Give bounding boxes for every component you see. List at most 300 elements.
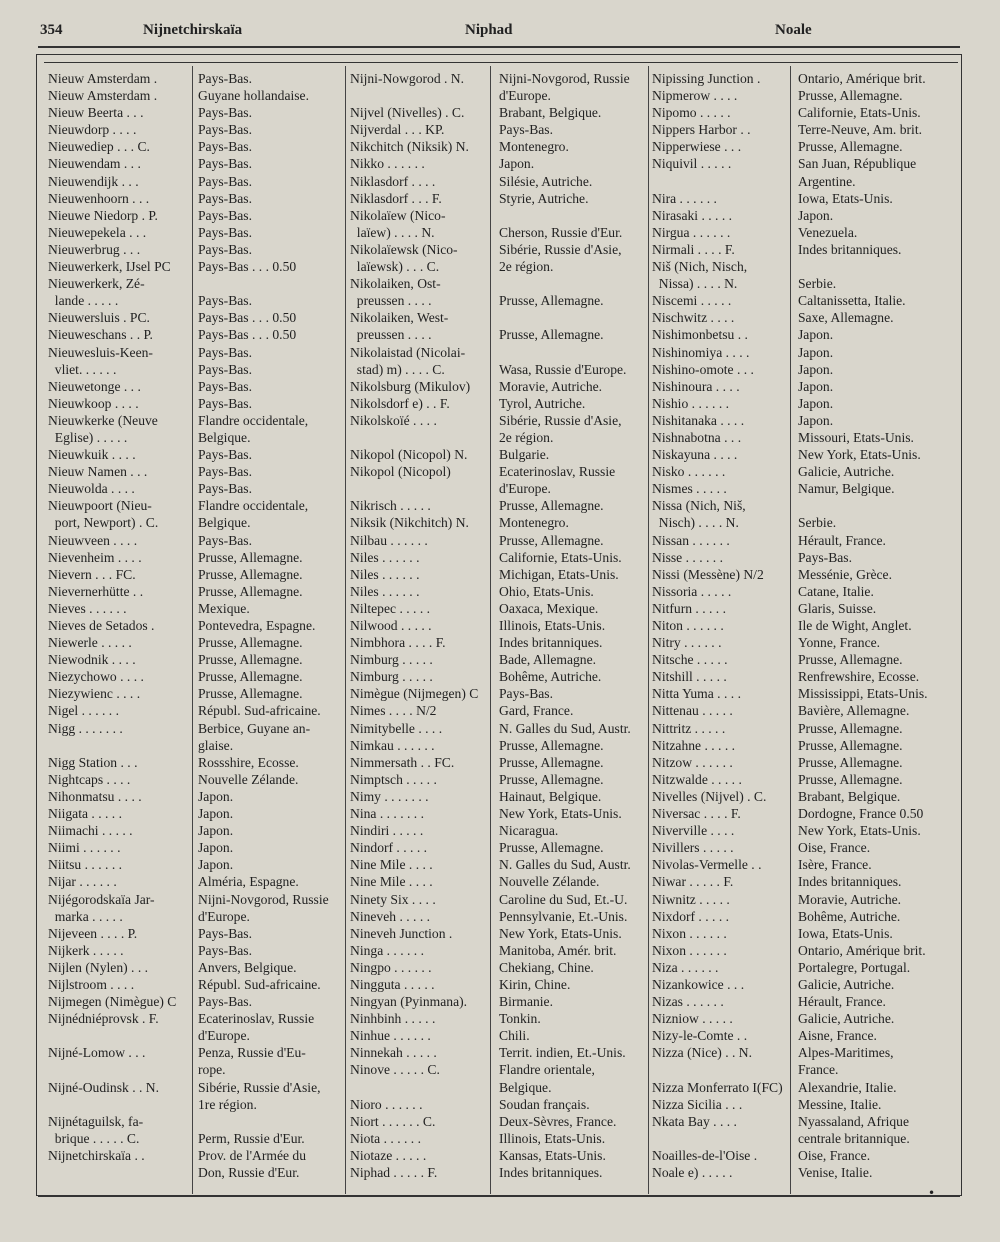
place-name: Nkata Bay . . . . xyxy=(652,1113,737,1129)
place-name: Niewodnik . . . . xyxy=(48,652,136,668)
gazetteer-entry xyxy=(652,1147,948,1164)
place-name: Niscemi . . . . . xyxy=(652,293,732,309)
gazetteer-entry xyxy=(48,412,348,429)
place-name: Eglise) . . . . . xyxy=(48,429,128,445)
place-location: N. Galles du Sud, Austr. xyxy=(499,720,631,736)
gazetteer-entry xyxy=(48,925,348,942)
place-location xyxy=(495,275,652,292)
gazetteer-entry xyxy=(652,412,948,429)
gazetteer-entry xyxy=(652,87,948,104)
place-location: Portalegre, Portugal. xyxy=(798,959,911,975)
place-name: Nixon . . . . . . xyxy=(652,942,727,958)
place-location: Alpes-Maritimes, xyxy=(798,1045,894,1061)
gazetteer-entry xyxy=(652,361,948,378)
gazetteer-entry xyxy=(48,207,348,224)
place-name xyxy=(350,87,495,104)
place-location: Belgique. xyxy=(499,1079,552,1095)
place-location: Prusse, Allemagne. xyxy=(798,139,903,155)
gazetteer-entry xyxy=(48,1044,348,1061)
place-name: Nijné-Lomow . . . xyxy=(48,1045,146,1061)
place-name: Nieuwkerke (Neuve xyxy=(48,412,158,428)
gazetteer-entry xyxy=(652,566,948,583)
page-mark: • xyxy=(928,1186,936,1200)
place-location: Montenegro. xyxy=(499,139,569,155)
place-name: Nineveh Junction . xyxy=(350,925,453,941)
place-location: Bulgarie. xyxy=(499,447,550,463)
place-name: Niewerle . . . . . xyxy=(48,635,132,651)
place-location: Prusse, Allemagne. xyxy=(499,532,604,548)
gazetteer-entry xyxy=(350,822,652,839)
gazetteer-entry xyxy=(350,344,652,361)
place-location: Illinois, Etats-Unis. xyxy=(499,618,606,633)
gazetteer-entry xyxy=(350,138,652,155)
place-location: Oise, France. xyxy=(798,840,871,856)
place-location: 1re région. xyxy=(198,1096,257,1112)
place-location: Bade, Allemagne. xyxy=(499,652,597,668)
gazetteer-entry xyxy=(48,446,348,463)
place-name: Niklasdorf . . . F. xyxy=(350,190,442,206)
gazetteer-entry xyxy=(652,856,948,873)
place-location: Japon. xyxy=(798,361,834,377)
gazetteer-entry xyxy=(350,925,652,942)
place-location: Pays-Bas. xyxy=(198,241,252,257)
place-location: centrale britannique. xyxy=(798,1130,910,1146)
gazetteer-entry xyxy=(652,1061,948,1078)
place-name: Nieuwe Niedorp . P. xyxy=(48,207,158,223)
place-name: vliet. . . . . . xyxy=(48,361,117,377)
place-name: Nijverdal . . . KP. xyxy=(350,122,445,138)
gazetteer-entry xyxy=(48,993,348,1010)
place-location: Glaris, Suisse. xyxy=(798,600,877,616)
place-location: France. xyxy=(798,1062,839,1078)
place-name: Nimburg . . . . . xyxy=(350,652,433,668)
gazetteer-entry xyxy=(350,1027,652,1044)
gazetteer-entry xyxy=(652,104,948,121)
gazetteer-entry xyxy=(350,207,652,224)
place-location: Mississippi, Etats-Unis. xyxy=(798,686,928,702)
gazetteer-entry xyxy=(350,737,652,754)
place-name xyxy=(48,737,195,754)
gazetteer-entry xyxy=(652,395,948,412)
gazetteer-entry xyxy=(48,497,348,514)
place-name: Nieuwendam . . . xyxy=(48,156,141,172)
place-name: Niton . . . . . . xyxy=(652,618,724,633)
place-location: Prusse, Allemagne. xyxy=(499,737,604,753)
table-top-rule xyxy=(44,62,958,63)
place-location: Prusse, Allemagne. xyxy=(798,771,903,787)
place-name: Ninnekah . . . . . xyxy=(350,1045,437,1061)
place-location: Indes britanniques. xyxy=(798,241,902,257)
gazetteer-entry xyxy=(48,873,348,890)
gazetteer-entry xyxy=(48,326,348,343)
gazetteer-entry xyxy=(350,395,652,412)
place-name: Nieves . . . . . . xyxy=(48,600,127,616)
place-location: Sibérie, Russie d'Asie, xyxy=(198,1079,321,1095)
gazetteer-entry xyxy=(48,241,348,258)
place-name: Nipperwiese . . . xyxy=(652,139,742,155)
place-location: Pays-Bas. xyxy=(198,122,252,138)
place-name: Ninove . . . . . C. xyxy=(350,1062,440,1078)
place-name: Nine Mile . . . . xyxy=(350,857,433,873)
gazetteer-entry xyxy=(350,446,652,463)
place-location: Indes britanniques. xyxy=(499,635,603,651)
gazetteer-entry xyxy=(48,429,348,446)
gazetteer-entry xyxy=(48,856,348,873)
place-name: Niimachi . . . . . xyxy=(48,823,133,839)
gazetteer-entry xyxy=(48,805,348,822)
place-name: Nieuwerkerk, Zé- xyxy=(48,276,145,292)
gazetteer-entry xyxy=(48,959,348,976)
gazetteer-entry xyxy=(652,805,948,822)
place-location: Alméria, Espagne. xyxy=(198,874,299,890)
place-name: Niltepec . . . . . xyxy=(350,600,431,616)
place-location: Tyrol, Autriche. xyxy=(499,395,586,411)
place-name: Nijkerk . . . . . xyxy=(48,942,124,958)
place-location: Japon. xyxy=(198,806,234,822)
place-location: Indes britanniques. xyxy=(499,1165,603,1180)
place-location: Pays-Bas . . . 0.50 xyxy=(198,310,297,326)
place-name: Nisch) . . . . N. xyxy=(652,515,739,531)
place-name: Nigg . . . . . . . xyxy=(48,720,123,736)
place-location: Nyassaland, Afrique xyxy=(798,1113,909,1129)
gazetteer-entry xyxy=(48,668,348,685)
place-name xyxy=(48,1096,195,1113)
place-location: Japon. xyxy=(198,857,234,873)
place-name: Nieuwendijk . . . xyxy=(48,173,139,189)
place-name: Nirmali . . . . F. xyxy=(652,241,735,257)
place-name: Nijnédniéprovsk . F. xyxy=(48,1011,159,1027)
place-name: Nitta Yuma . . . . xyxy=(652,686,741,702)
place-name: Nikolaïew (Nico- xyxy=(350,207,446,223)
place-name: Niles . . . . . . xyxy=(350,549,420,565)
gazetteer-entry xyxy=(48,155,348,172)
place-name: Nieuwediep . . . C. xyxy=(48,139,150,155)
place-location: Ecaterinoslav, Russie xyxy=(198,1011,315,1027)
gazetteer-entry xyxy=(350,292,652,309)
place-name: Niversac . . . . F. xyxy=(652,806,741,822)
place-location: Montenegro. xyxy=(499,515,569,531)
gazetteer-entry xyxy=(652,514,948,531)
place-name: Nieuweschans . . P. xyxy=(48,327,153,343)
place-name: Nippers Harbor . . xyxy=(652,122,751,138)
place-name: Niklasdorf . . . . xyxy=(350,173,436,189)
place-name: Niza . . . . . . xyxy=(652,959,719,975)
place-name: Nieuwesluis-Keen- xyxy=(48,344,153,360)
place-name: Nijni-Nowgorod . N. xyxy=(350,71,465,86)
place-location: Isère, France. xyxy=(798,857,872,873)
place-location: Japon. xyxy=(798,395,834,411)
place-location: Japon. xyxy=(198,823,234,839)
gazetteer-entry xyxy=(350,685,652,702)
gazetteer-entry xyxy=(48,463,348,480)
place-location: Prusse, Allemagne. xyxy=(798,720,903,736)
place-location: Californie, Etats-Unis. xyxy=(499,549,622,565)
gazetteer-entry xyxy=(48,275,348,292)
place-location: Flandre occidentale, xyxy=(198,412,309,428)
gazetteer-entry xyxy=(48,702,348,719)
page-header xyxy=(40,22,960,46)
place-name: Nikolskoïé . . . . xyxy=(350,412,437,428)
place-name: Ningguta . . . . . xyxy=(350,976,435,992)
gazetteer-entry xyxy=(350,908,652,925)
header-rule xyxy=(38,46,960,48)
gazetteer-entry xyxy=(652,737,948,754)
place-location: Prusse, Allemagne. xyxy=(798,737,903,753)
place-name: Nikolaïewsk (Nico- xyxy=(350,241,458,257)
gazetteer-entry xyxy=(652,993,948,1010)
place-location: Nouvelle Zélande. xyxy=(198,771,299,787)
place-location: Messénie, Grèce. xyxy=(798,566,892,582)
place-location: Japon. xyxy=(798,327,834,343)
place-location: Prusse, Allemagne. xyxy=(798,754,903,770)
place-name: Niitsu . . . . . . xyxy=(48,857,123,873)
place-location: Nijni-Novgorod, Russie xyxy=(499,71,630,86)
gazetteer-entry xyxy=(652,190,948,207)
gazetteer-entry xyxy=(652,549,948,566)
place-location: Illinois, Etats-Unis. xyxy=(499,1130,606,1146)
place-name: Nirgua . . . . . . xyxy=(652,224,731,240)
gazetteer-entry xyxy=(350,942,652,959)
gazetteer-entry xyxy=(652,497,948,514)
place-location: Oaxaca, Mexique. xyxy=(499,600,599,616)
gazetteer-entry xyxy=(350,976,652,993)
gazetteer-entry xyxy=(48,617,348,634)
place-location: Japon. xyxy=(798,207,834,223)
place-location: Terre-Neuve, Am. brit. xyxy=(798,122,922,138)
gazetteer-entry xyxy=(48,378,348,395)
place-name: Niezychowo . . . . xyxy=(48,669,144,685)
place-location: Japon. xyxy=(798,412,834,428)
gazetteer-entry xyxy=(48,1147,348,1164)
gazetteer-entry xyxy=(652,241,948,258)
place-name: Nijar . . . . . . xyxy=(48,874,117,890)
place-name: Niskayuna . . . . xyxy=(652,447,738,463)
place-location xyxy=(495,309,652,326)
place-name: Nieves de Setados . xyxy=(48,618,155,633)
place-location: Pays-Bas. xyxy=(198,224,252,240)
gazetteer-entry xyxy=(652,891,948,908)
gazetteer-entry xyxy=(48,532,348,549)
place-location: Bohême, Autriche. xyxy=(499,669,602,685)
gazetteer-entry xyxy=(350,1061,652,1078)
place-name: Nishio . . . . . . xyxy=(652,395,730,411)
gazetteer-entry xyxy=(350,532,652,549)
place-location: Pays-Bas. xyxy=(198,464,252,480)
entries-column-3 xyxy=(652,70,948,1188)
gazetteer-entry xyxy=(652,702,948,719)
place-location: Styrie, Autriche. xyxy=(499,190,589,206)
gazetteer-entry xyxy=(48,480,348,497)
entries-column-1 xyxy=(48,70,348,1188)
place-location: Prusse, Allemagne. xyxy=(198,686,303,702)
place-name: Niksik (Nikchitch) N. xyxy=(350,515,469,531)
gazetteer-entry xyxy=(48,1079,348,1096)
place-location: Ontario, Amérique brit. xyxy=(798,942,926,958)
place-location: Pays-Bas. xyxy=(198,994,252,1010)
gazetteer-entry xyxy=(652,70,948,87)
place-name: Nieuw Beerta . . . xyxy=(48,105,144,121)
place-location: Pays-Bas. xyxy=(198,447,252,463)
place-name: Nismes . . . . . xyxy=(652,481,727,497)
place-name: preussen . . . . xyxy=(350,293,432,309)
place-location: Pays-Bas. xyxy=(198,532,252,548)
gazetteer-entry xyxy=(48,173,348,190)
place-name: Ninga . . . . . . xyxy=(350,942,425,958)
place-location: Prusse, Allemagne. xyxy=(499,771,604,787)
gazetteer-entry xyxy=(48,1096,348,1113)
place-name: Nijlen (Nylen) . . . xyxy=(48,959,149,975)
place-name: port, Newport) . C. xyxy=(48,515,159,531)
place-location: New York, Etats-Unis. xyxy=(499,806,622,822)
gazetteer-entry xyxy=(350,754,652,771)
place-location: Aisne, France. xyxy=(798,1028,877,1044)
place-location: Deux-Sèvres, France. xyxy=(499,1113,617,1129)
place-name: Nizy-le-Comte . . xyxy=(652,1028,748,1044)
gazetteer-entry xyxy=(652,1010,948,1027)
place-name: Nikchitch (Niksik) N. xyxy=(350,139,469,155)
place-name: Ninety Six . . . . xyxy=(350,891,436,907)
gazetteer-entry xyxy=(350,155,652,172)
place-name: Nieuwerbrug . . . xyxy=(48,241,141,257)
gazetteer-entry xyxy=(350,87,652,104)
gazetteer-entry xyxy=(652,1027,948,1044)
place-name: Nishimonbetsu . . xyxy=(652,327,748,343)
place-name: Nieuwersluis . PC. xyxy=(48,310,150,326)
gazetteer-entry xyxy=(350,1147,652,1164)
gazetteer-entry xyxy=(652,326,948,343)
place-name: Nijeveen . . . . P. xyxy=(48,925,138,941)
place-name: Nigg Station . . . xyxy=(48,754,138,770)
place-location: Berbice, Guyane an- xyxy=(198,720,311,736)
place-name xyxy=(652,1061,794,1078)
place-name: Nishitanaka . . . . xyxy=(652,412,745,428)
place-location: Prusse, Allemagne. xyxy=(198,635,303,651)
gazetteer-entry xyxy=(350,993,652,1010)
gazetteer-entry xyxy=(48,908,348,925)
place-location: Brabant, Belgique. xyxy=(798,788,901,804)
gazetteer-entry xyxy=(48,1010,348,1027)
gazetteer-entry xyxy=(48,395,348,412)
place-location: Wasa, Russie d'Europe. xyxy=(499,361,627,377)
gazetteer-entry xyxy=(350,891,652,908)
place-location: Bohême, Autriche. xyxy=(798,908,901,924)
place-location: Japon. xyxy=(798,344,834,360)
place-name xyxy=(652,1130,794,1147)
place-location: Galicie, Autriche. xyxy=(798,976,895,992)
place-name: Nishino-omote . . . xyxy=(652,361,754,377)
place-location xyxy=(794,258,948,275)
gazetteer-entry xyxy=(350,190,652,207)
place-name: Nishnabotna . . . xyxy=(652,429,742,445)
place-location: d'Europe. xyxy=(198,1028,250,1044)
place-location: Namur, Belgique. xyxy=(798,481,895,497)
footer-rule xyxy=(38,1196,960,1197)
place-location: Gard, France. xyxy=(499,703,574,719)
gazetteer-entry xyxy=(350,856,652,873)
place-location: Saxe, Allemagne. xyxy=(798,310,894,326)
place-location: Iowa, Etats-Unis. xyxy=(798,925,893,941)
gazetteer-entry xyxy=(350,805,652,822)
gazetteer-entry xyxy=(48,361,348,378)
place-location: Sibérie, Russie d'Asie, xyxy=(499,241,622,257)
place-name: Nikolaiken, Ost- xyxy=(350,276,441,292)
gazetteer-entry xyxy=(48,651,348,668)
place-location: Renfrewshire, Ecosse. xyxy=(798,669,920,685)
gazetteer-entry xyxy=(48,976,348,993)
place-location: Brabant, Belgique. xyxy=(499,105,602,121)
place-name: Nitzow . . . . . . xyxy=(652,754,733,770)
place-location: Birmanie. xyxy=(499,994,553,1010)
place-name: Nikolaiken, West- xyxy=(350,310,449,326)
place-location: Hérault, France. xyxy=(798,532,886,548)
place-location: Oise, France. xyxy=(798,1147,871,1163)
place-location: Messine, Italie. xyxy=(798,1096,882,1112)
header-middle-entry: Niphad xyxy=(465,22,513,38)
gazetteer-entry xyxy=(652,275,948,292)
place-location: Perm, Russie d'Eur. xyxy=(198,1130,305,1146)
place-location: Iowa, Etats-Unis. xyxy=(798,190,893,206)
place-name: Nioro . . . . . . xyxy=(350,1096,423,1112)
place-name: Niwnitz . . . . . xyxy=(652,891,730,907)
place-location: Dordogne, France 0.50 xyxy=(798,806,924,822)
gazetteer-entry xyxy=(652,463,948,480)
gazetteer-entry xyxy=(48,138,348,155)
gazetteer-entry xyxy=(652,532,948,549)
place-location: Ecaterinoslav, Russie xyxy=(499,464,616,480)
place-name: Nieuwenhoorn . . . xyxy=(48,190,150,206)
gazetteer-entry xyxy=(652,908,948,925)
place-location: Pays-Bas. xyxy=(198,173,252,189)
place-name: Nischwitz . . . . xyxy=(652,310,735,326)
place-location: Pays-Bas. xyxy=(198,378,252,394)
place-name: Nissa (Nich, Niš, xyxy=(652,498,746,514)
gazetteer-entry xyxy=(350,514,652,531)
place-location: Pays-Bas. xyxy=(198,105,252,121)
gazetteer-entry xyxy=(48,771,348,788)
place-name: preussen . . . . xyxy=(350,327,432,343)
gazetteer-entry xyxy=(652,788,948,805)
place-name: Ninhue . . . . . . xyxy=(350,1028,431,1044)
place-location: Bavière, Allemagne. xyxy=(798,703,910,719)
place-name: Nizas . . . . . . xyxy=(652,994,724,1010)
place-name: Nitzwalde . . . . . xyxy=(652,771,742,787)
gazetteer-entry xyxy=(350,617,652,634)
place-name: Nikolsburg (Mikulov) xyxy=(350,378,471,394)
place-location: Silésie, Autriche. xyxy=(499,173,593,189)
gazetteer-entry xyxy=(48,685,348,702)
place-name: Nipissing Junction . xyxy=(652,71,761,86)
place-name: Nipmerow . . . . xyxy=(652,88,738,104)
place-location: Rossshire, Ecosse. xyxy=(198,754,299,770)
place-location: Prusse, Allemagne. xyxy=(499,754,604,770)
place-location: Flandre occidentale, xyxy=(198,498,309,514)
gazetteer-entry xyxy=(652,873,948,890)
place-name: Nieuwepekela . . . xyxy=(48,224,147,240)
place-location: Michigan, Etats-Unis. xyxy=(499,566,619,582)
place-name xyxy=(48,1164,195,1181)
place-location: Venise, Italie. xyxy=(798,1165,873,1180)
place-location: Chekiang, Chine. xyxy=(499,959,594,975)
place-name: Nijégorodskaïa Jar- xyxy=(48,891,155,907)
gazetteer-entry xyxy=(350,668,652,685)
gazetteer-entry xyxy=(652,258,948,275)
place-name: Nizza (Nice) . . N. xyxy=(652,1045,753,1061)
place-location: Prusse, Allemagne. xyxy=(198,669,303,685)
place-name: brique . . . . . C. xyxy=(48,1130,140,1146)
gazetteer-entry xyxy=(48,1061,348,1078)
place-name: Nissoria . . . . . xyxy=(652,583,732,599)
place-location xyxy=(195,275,348,292)
